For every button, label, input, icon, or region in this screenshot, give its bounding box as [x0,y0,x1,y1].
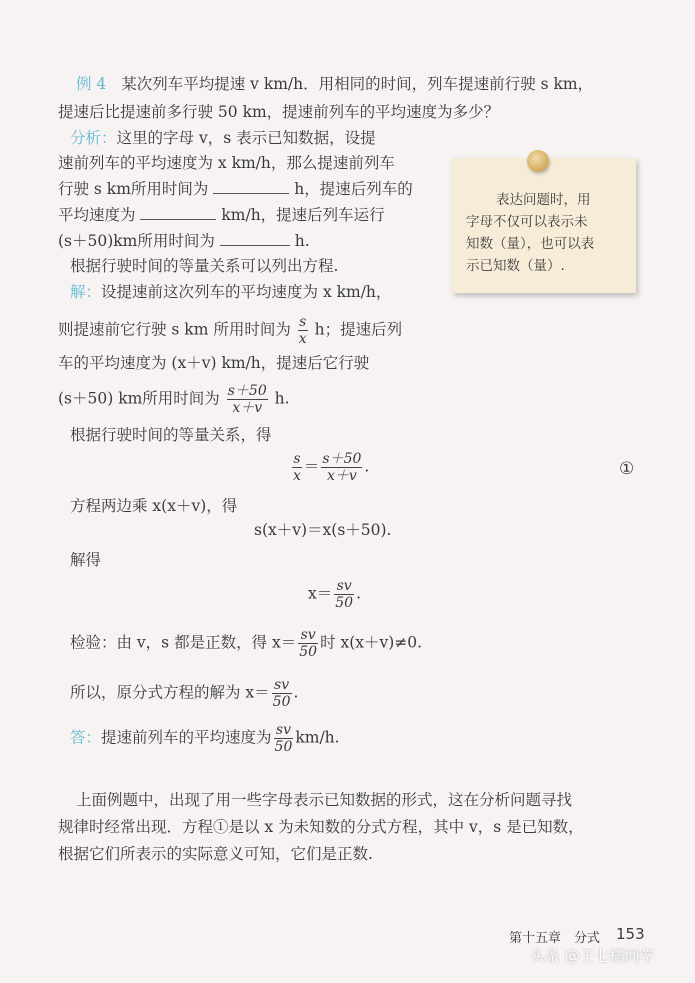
analysis-text-5b: h. [294,232,310,250]
eq3-period: . [356,584,362,603]
answer-text-a: 提速前列车的平均速度为 [101,728,272,747]
chapter-label: 第十五章 分式 [509,931,601,946]
pushpin-icon [527,150,549,172]
solution-text-2a: 则提速前它行驶 s km 所用时间为 [58,320,291,339]
solution-line-6: 方程两边乘 x(x＋v)，得 [70,497,238,515]
equation-2: s(x＋v)＝x(s＋50). [254,521,392,539]
analysis-label: 分析： [70,129,117,147]
closing-line-1: 上面例题中，出现了用一些字母表示已知数据的形式，这在分析问题寻找 [76,791,573,809]
solution-line-5: 根据行驶时间的等量关系，得 [70,426,272,444]
note-line-2: 字母不仅可以表示未 [466,214,588,230]
check-text-b: 时 x(x＋v)≠0. [320,633,423,652]
conclusion-line [70,677,298,710]
closing-line-3: 根据它们所表示的实际意义可知，它们是正数. [58,845,373,863]
example-line-1 [76,75,593,93]
solution-text-4a: (s＋50) km所用时间为 [58,389,220,408]
solution-line-3: 车的平均速度为 (x＋v) km/h，提速后它行驶 [58,354,370,372]
equation-1 [290,451,369,484]
analysis-line-5 [58,231,310,250]
example-text-1: 某次列车平均提速 v km/h．用相同的时间，列车提速前行驶 s km， [121,75,594,93]
analysis-text-3b: h，提速后列车的 [294,180,413,198]
conclusion-text: 所以，原分式方程的解为 x＝ [70,683,270,702]
eq1-period: . [364,457,370,476]
eq1-right-fraction: $\frac{s+50}{x+v}$ [322,451,362,484]
blank-2 [140,205,216,220]
check-line [70,627,422,660]
answer-text-b: km/h. [295,728,340,747]
analysis-text-4b: km/h，提速后列车运行 [221,206,385,224]
eq1-left-fraction: $\frac{s}{x}$ [293,451,301,484]
equation-3 [308,578,361,611]
solution-text-1: 设提速前这次列车的平均速度为 x km/h， [101,283,392,301]
answer-fraction: $\frac{sv}{50}$ [274,722,293,755]
solution-line-7: 解得 [70,551,102,569]
side-note [452,158,636,293]
analysis-line-3 [58,179,413,198]
solution-label: 解： [70,283,102,301]
analysis-text-4a: 平均速度为 [58,206,136,224]
conclusion-fraction: $\frac{sv}{50}$ [272,677,291,710]
blank-1 [213,179,289,194]
analysis-line-2: 速前列车的平均速度为 x km/h，那么提速前列车 [58,154,395,172]
note-line-3: 知数（量），也可以表 [466,236,595,252]
eq1-equals: ＝ [303,457,320,476]
solution-line-1 [70,283,391,301]
eq3-fraction: $\frac{sv}{50}$ [335,578,354,611]
note-line-1: 表达问题时，用 [496,192,591,208]
eq3-lhs: x＝ [308,584,333,603]
equation-marker-1: ① [619,459,635,479]
page-number: 153 [616,925,645,943]
solution-text-4b: h. [274,389,290,408]
watermark: 头条 @王七橘同学 [530,947,655,965]
conclusion-period: . [293,683,299,702]
analysis-line-4 [58,205,385,224]
solution-line-4 [58,383,290,416]
answer-label: 答： [70,728,102,747]
note-line-4: 示已知数（量）. [466,258,565,274]
blank-3 [220,231,290,246]
answer-line [70,722,340,755]
solution-line-2 [58,314,402,347]
analysis-line-6: 根据行驶时间的等量关系可以列出方程. [70,257,339,275]
example-label: 例 4 [76,75,107,93]
analysis-text-1: 这里的字母 v，s 表示已知数据，设提 [116,129,376,147]
check-text-a: 检验：由 v，s 都是正数，得 x＝ [70,633,297,652]
closing-line-2: 规律时经常出现．方程①是以 x 为未知数的分式方程，其中 v，s 是已知数， [58,818,584,836]
analysis-text-3a: 行驶 s km所用时间为 [58,180,209,198]
solution-text-2b: h；提速后列 [314,320,403,339]
example-line-2: 提速后比提速前多行驶 50 km，提速前列车的平均速度为多少？ [58,103,500,121]
check-fraction: $\frac{sv}{50}$ [299,627,318,660]
analysis-line-1 [70,129,376,147]
analysis-text-5a: (s＋50)km所用时间为 [58,232,215,250]
fraction-s-over-x: $\frac{s}{x}$ [298,314,307,347]
fraction-s50-over-xv: $\frac{s+50}{x+v}$ [227,383,267,416]
